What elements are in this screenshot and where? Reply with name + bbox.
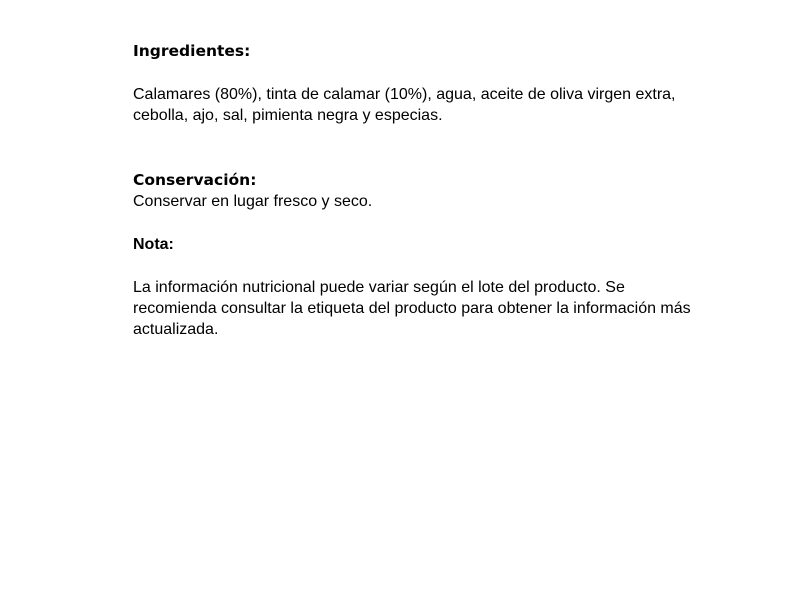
ingredients-heading: Ingredientes: (133, 42, 251, 60)
storage-text: Conservar en lugar fresco y seco. (133, 193, 373, 210)
spacer (133, 126, 693, 170)
product-info-document (133, 41, 693, 340)
storage-heading: Conservación: (133, 171, 257, 189)
ingredients-text: Calamares (80%), tinta de calamar (10%), agua, aceite de oliva virgen extra, cebolla, ajo, sal, pimienta negra y especias. (133, 86, 676, 124)
note-heading: Nota: (133, 236, 174, 253)
spacer (133, 212, 693, 234)
spacer (133, 255, 693, 277)
note-text: La información nutricional puede variar según el lote del producto. Se recomienda consultar la etiqueta del producto para obtener la información más actualizada. (133, 279, 691, 338)
spacer (133, 62, 693, 84)
